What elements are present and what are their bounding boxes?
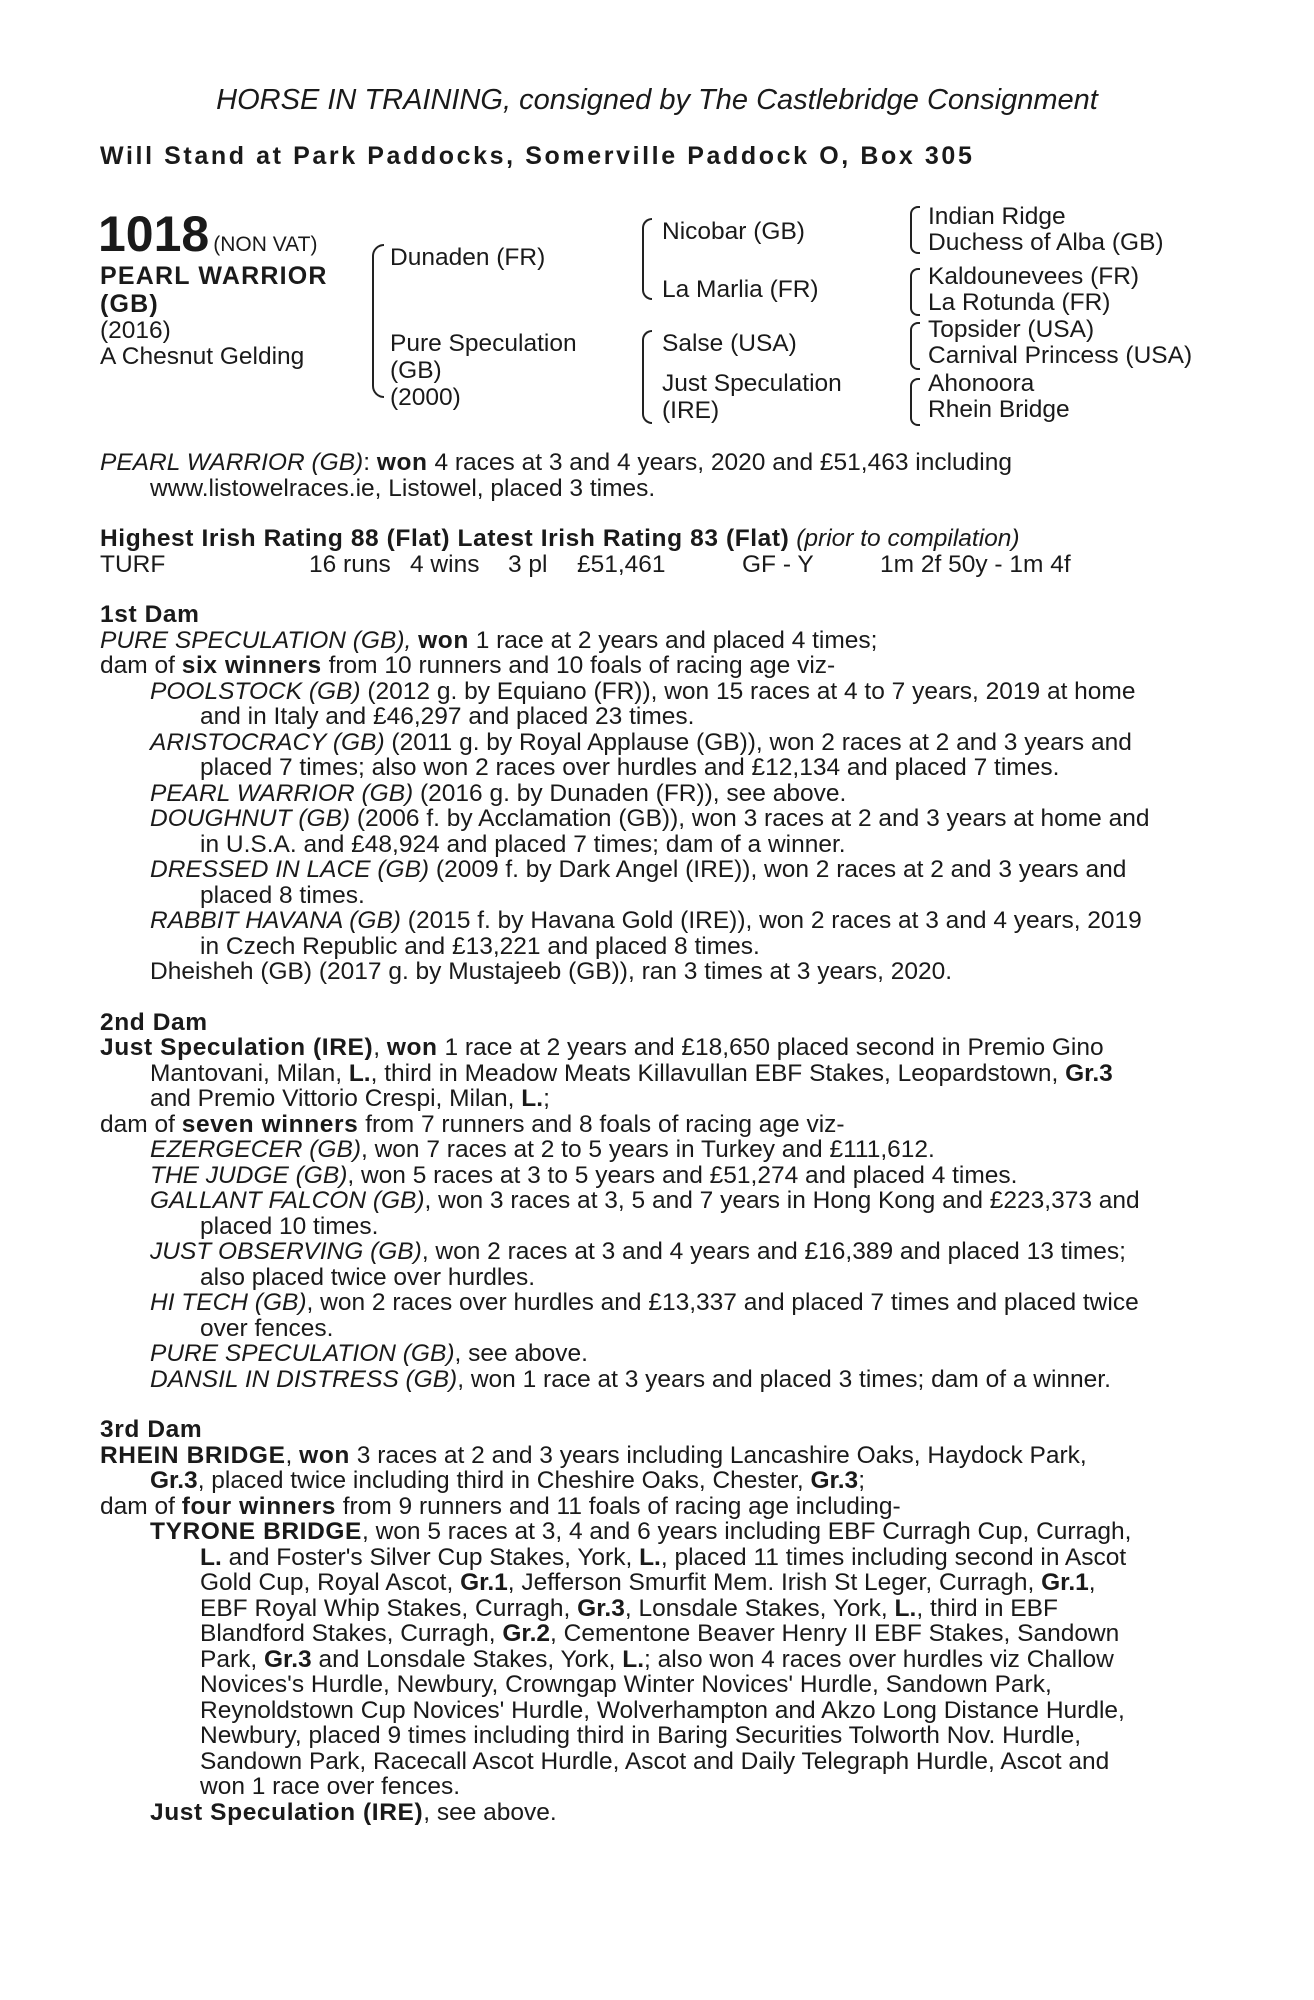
pedigree-g6: Carnival Princess (USA) [928, 342, 1193, 369]
pedigree-sire-sire: Nicobar (GB) [662, 218, 805, 245]
list-item: JUST OBSERVING (GB), won 2 races at 3 and 4 years and £16,389 and placed 13 times; [150, 1238, 1126, 1265]
list-item: DRESSED IN LACE (GB) (2009 f. by Dark Angel (IRE)), won 2 races at 2 and 3 years and [150, 856, 1127, 883]
rating-label: Highest Irish Rating 88 (Flat) Latest Irish Rating 83 (Flat) [100, 525, 790, 552]
list-item: THE JUDGE (GB), won 5 races at 3 to 5 years and £51,274 and placed 4 times. [150, 1161, 1018, 1189]
pedigree-sire-dam: La Marlia (FR) [662, 276, 819, 303]
list-item: Dheisheh (GB) (2017 g. by Mustajeeb (GB)), ran 3 times at 3 years, 2020. [150, 958, 953, 985]
list-item: EZERGECER (GB), won 7 races at 2 to 5 years in Turkey and £111,612. [150, 1136, 935, 1163]
first-dam-section: 1st Dam PURE SPECULATION (GB), won 1 race at 2 years and placed 4 times; dam of six winners from 10 runners and 10 foals of racing age viz- POOLSTOCK (GB) (2012 g. by Equiano (FR)), won 15 races at 4 to 7 years, 2019 at home and in Italy and £46,297 and placed 23 times. ARISTOCRACY (GB) (2011 g. by Royal Applause (GB)), won 2 races at 2 and 3 years and placed 7 times; also won 2 races over hurdles and £12,134 and placed 7 times. PEARL WARRIOR (GB) (2016 g. by Dunaden (FR)), see above. DOUGHNUT (GB) (2006 f. by Acclamation (GB)), won 3 races at 2 and 3 years at home and in U.S.A. and £48,924 and placed 7 times; dam of a winner. DRESSED IN LACE (GB) (2009 f. by Dark Angel (IRE)), won 2 races at 2 and 3 years and placed 8 times. RABBIT HAVANA (GB) (2015 f. by Havana Gold (IRE)), won 2 races at 3 and 4 years, 2019 in Czech Republic and £13,221 and placed 8 times. Dheisheh (GB) (2017 g. by Mustajeeb (GB)), ran 3 times at 3 years, 2020. [100, 602, 1203, 985]
list-item: TYRONE BRIDGE, won 5 races at 3, 4 and 6 years including EBF Curragh Cup, Curragh, [150, 1518, 1132, 1545]
pedigree-dam-dam: Just Speculation (IRE) [662, 370, 842, 424]
rating-block [100, 526, 1203, 577]
race-record-row: TURF 16 runs 4 wins 3 pl £51,461 GF - Y 1m 2f 50y - 1m 4f [100, 550, 1071, 578]
third-dam-section: 3rd Dam RHEIN BRIDGE, won 3 races at 2 and 3 years including Lancashire Oaks, Haydock Park, Gr.3, placed twice including third in Cheshire Oaks, Chester, Gr.3; dam of four winners from 9 runners and 11 foals of racing age including- TYRONE BRIDGE, won 5 races at 3, 4 and 6 years including EBF Curragh Cup, Curragh, L. and Foster's Silver Cup Stakes, York, L., placed 11 times including second in Ascot Gold Cup, Royal Ascot, Gr.1, Jefferson Smurfit Mem. Irish St Leger, Curragh, Gr.1, EBF Royal Whip Stakes, Curragh, Gr.3, Lonsdale Stakes, York, L., third in EBF Blandford Stakes, Curragh, Gr.2, Cementone Beaver Henry II EBF Stakes, Sandown Park, Gr.3 and Lonsdale Stakes, York, L.; also won 4 races over hurdles viz Challow Novices's Hurdle, Newbury, Crowngap Winter Novices' Hurdle, Sandown Park, Reynoldstown Cup Novices' Hurdle, Wolverhampton and Akzo Long Distance Hurdle, Newbury, placed 9 times including third in Baring Securities Tolworth Nov. Hurdle, Sandown Park, Racecall Ascot Hurdle, Ascot and Daily Telegraph Hurdle, Ascot and won 1 race over fences. Just Speculation (IRE), see above. [100, 1417, 1203, 1825]
rating-note: (prior to compilation) [796, 525, 1020, 552]
catalogue-header-title: HORSE IN TRAINING, consigned by The Castlebridge Consignment [216, 84, 1098, 116]
list-item: RABBIT HAVANA (GB) (2015 f. by Havana Gold (IRE)), won 2 races at 3 and 4 years, 2019 [150, 907, 1142, 934]
section-heading: 3rd Dam [100, 1416, 203, 1443]
pedigree-brace [910, 268, 920, 316]
pedigree-dam: Pure Speculation (GB) (2000) [390, 330, 577, 411]
foaling-year: (2016) [100, 317, 171, 344]
pedigree-dam-sire: Salse (USA) [662, 330, 797, 357]
lot-number: 1018 [98, 206, 210, 262]
second-dam-section: 2nd Dam Just Speculation (IRE), won 1 race at 2 years and £18,650 placed second in Premio Gino Mantovani, Milan, L., third in Meadow Meats Killavullan EBF Stakes, Leopardstown, Gr.3 and Premio Vittorio Crespi, Milan, L.; dam of seven winners from 7 runners and 8 foals of racing age viz- EZERGECER (GB), won 7 races at 2 to 5 years in Turkey and £111,612. THE JUDGE (GB), won 5 races at 3 to 5 years and £51,274 and placed 4 times. GALLANT FALCON (GB), won 3 races at 3, 5 and 7 years in Hong Kong and £223,373 and placed 10 times. JUST OBSERVING (GB), won 2 races at 3 and 4 years and £16,389 and placed 13 times; also placed twice over hurdles. HI TECH (GB), won 2 races over hurdles and £13,337 and placed 7 times and placed twice over fences. PURE SPECULATION (GB), see above. DANSIL IN DISTRESS (GB), won 1 race at 3 years and placed 3 times; dam of a winner. [100, 1010, 1203, 1393]
pedigree-g1: Indian Ridge [928, 203, 1066, 230]
pedigree-brace [642, 330, 652, 424]
stand-location: Will Stand at Park Paddocks, Somerville Paddock O, Box 305 [100, 142, 975, 170]
catalogue-body [100, 450, 1203, 1825]
pedigree-brace [642, 218, 652, 300]
list-item: Just Speculation (IRE), see above. [150, 1798, 557, 1826]
pedigree-g5: Topsider (USA) [928, 316, 1095, 343]
pedigree-sire: Dunaden (FR) [390, 244, 546, 271]
horse-name: PEARL WARRIOR (GB) [100, 262, 328, 318]
list-item: HI TECH (GB), won 2 races over hurdles and £13,337 and placed 7 times and placed twice [150, 1289, 1139, 1316]
pedigree-brace [910, 322, 920, 370]
list-item: POOLSTOCK (GB) (2012 g. by Equiano (FR)), won 15 races at 4 to 7 years, 2019 at home [150, 677, 1136, 705]
list-item: GALLANT FALCON (GB), won 3 races at 3, 5 and 7 years in Hong Kong and £223,373 and [150, 1187, 1140, 1214]
pedigree-g3: Kaldounevees (FR) [928, 263, 1140, 290]
horse-description: A Chesnut Gelding [100, 343, 305, 370]
vat-status: (NON VAT) [213, 233, 318, 256]
race-summary: PEARL WARRIOR (GB): won 4 races at 3 and 4 years, 2020 and £51,463 including www.listowelraces.ie, Listowel, placed 3 times. [100, 449, 1012, 502]
list-item: PURE SPECULATION (GB), see above. [150, 1340, 588, 1367]
pedigree-brace [910, 206, 920, 254]
pedigree-brace [372, 244, 384, 398]
section-heading: 2nd Dam [100, 1008, 208, 1036]
pedigree-g7: Ahonoora [928, 370, 1035, 397]
section-heading: 1st Dam [100, 601, 200, 628]
pedigree-g8: Rhein Bridge [928, 396, 1070, 423]
list-item: DANSIL IN DISTRESS (GB), won 1 race at 3 years and placed 3 times; dam of a winner. [150, 1365, 1111, 1393]
list-item: ARISTOCRACY (GB) (2011 g. by Royal Applause (GB)), won 2 races at 2 and 3 years and [150, 728, 1132, 756]
pedigree-g4: La Rotunda (FR) [928, 289, 1111, 316]
pedigree-g2: Duchess of Alba (GB) [928, 229, 1164, 256]
list-item: DOUGHNUT (GB) (2006 f. by Acclamation (GB)), won 3 races at 2 and 3 years at home and [150, 805, 1150, 832]
pedigree-brace [910, 378, 920, 426]
list-item: PEARL WARRIOR (GB) (2016 g. by Dunaden (FR)), see above. [150, 779, 847, 807]
